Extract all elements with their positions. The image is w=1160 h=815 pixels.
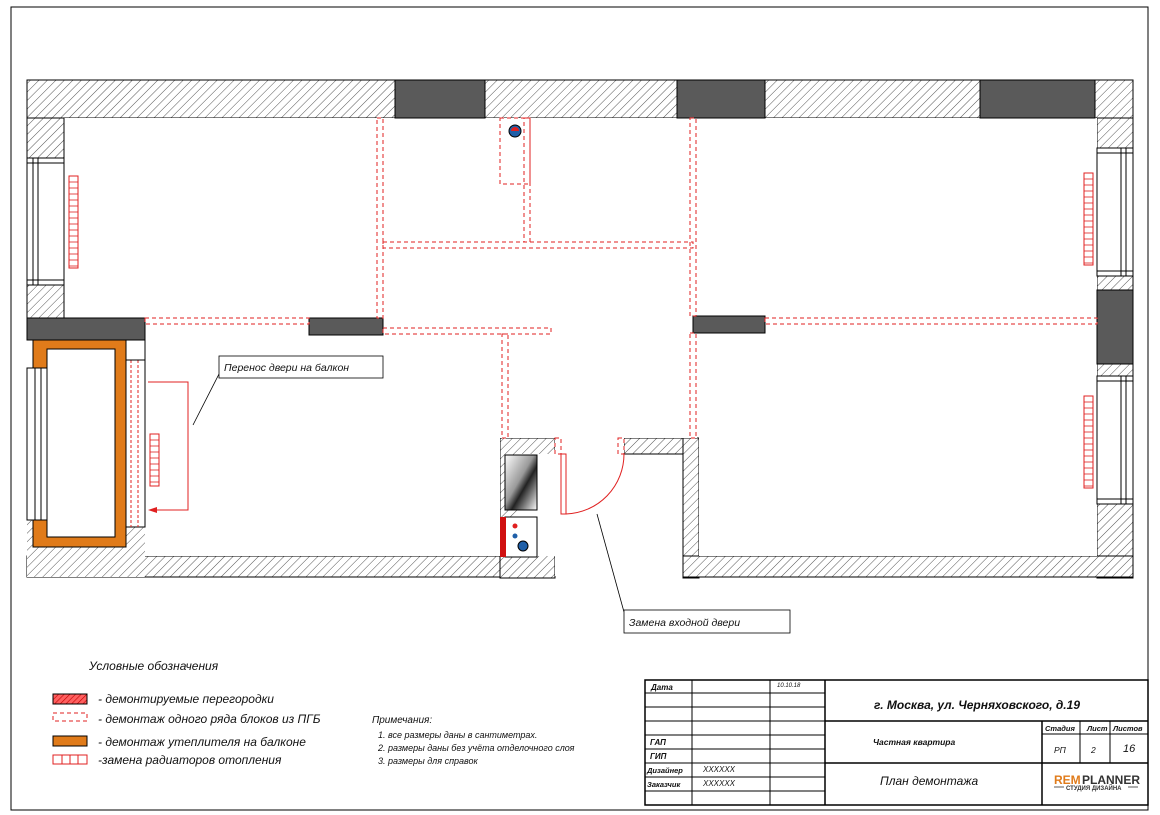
- stage-label: Стадия: [1045, 724, 1075, 733]
- sheets-label: Листов: [1113, 724, 1143, 733]
- notes-title: Примечания:: [372, 715, 433, 726]
- brand-logo: [1054, 773, 1140, 792]
- legend-item-4: -замена радиаторов отопления: [98, 753, 282, 767]
- brand-rem: REM: [1054, 773, 1081, 787]
- sheet-value: 2: [1091, 745, 1096, 755]
- legend-swatch-partition: [53, 694, 87, 704]
- address: г. Москва, ул. Черняховского, д.19: [874, 698, 1080, 712]
- brand-sub: СТУДИЯ ДИЗАЙНА: [1066, 786, 1122, 792]
- legend-title: Условные обозначения: [89, 659, 219, 673]
- notes-item-3: 3. размеры для справок: [378, 756, 478, 766]
- gap-label: ГАП: [650, 738, 666, 747]
- date-value: 10.10.18: [777, 683, 801, 689]
- notes-item-2: 2. размеры даны без учёта отделочного слоя: [378, 743, 575, 753]
- fixtures: [500, 455, 537, 557]
- client-value: XXXXXX: [703, 779, 736, 788]
- stage-value: РП: [1054, 745, 1066, 755]
- legend-item-2: - демонтаж одного ряда блоков из ПГБ: [98, 712, 321, 726]
- sheet-label: Лист: [1087, 724, 1108, 733]
- riser-icon: [509, 125, 521, 137]
- balcony: [27, 340, 145, 547]
- designer-label: Дизайнер: [647, 766, 683, 775]
- date-label: Дата: [651, 683, 673, 692]
- legend-item-3: - демонтаж утеплителя на балконе: [98, 735, 306, 749]
- drawing-name: План демонтажа: [880, 774, 979, 788]
- brand-planner: PLANNER: [1082, 773, 1141, 787]
- designer-value: XXXXXX: [703, 765, 736, 774]
- object-name: Частная квартира: [873, 737, 956, 747]
- title-block-text: [646, 683, 1143, 792]
- gip-label: ГИП: [650, 752, 667, 761]
- notes: [372, 715, 575, 766]
- callout-balcony-door-text: Перенос двери на балкон: [224, 362, 350, 374]
- legend-swatch-insulation: [53, 736, 87, 746]
- notes-item-1: 1. все размеры даны в сантиметрах.: [378, 730, 538, 740]
- client-label: Заказчик: [647, 780, 681, 789]
- legend-swatch-dashed: [53, 713, 87, 721]
- callout-entrance-door-text: Замена входной двери: [629, 617, 741, 629]
- sheets-value: 16: [1123, 743, 1136, 755]
- walls: [27, 80, 1133, 578]
- legend-item-1: - демонтируемые перегородки: [98, 692, 274, 706]
- legend: [53, 659, 321, 767]
